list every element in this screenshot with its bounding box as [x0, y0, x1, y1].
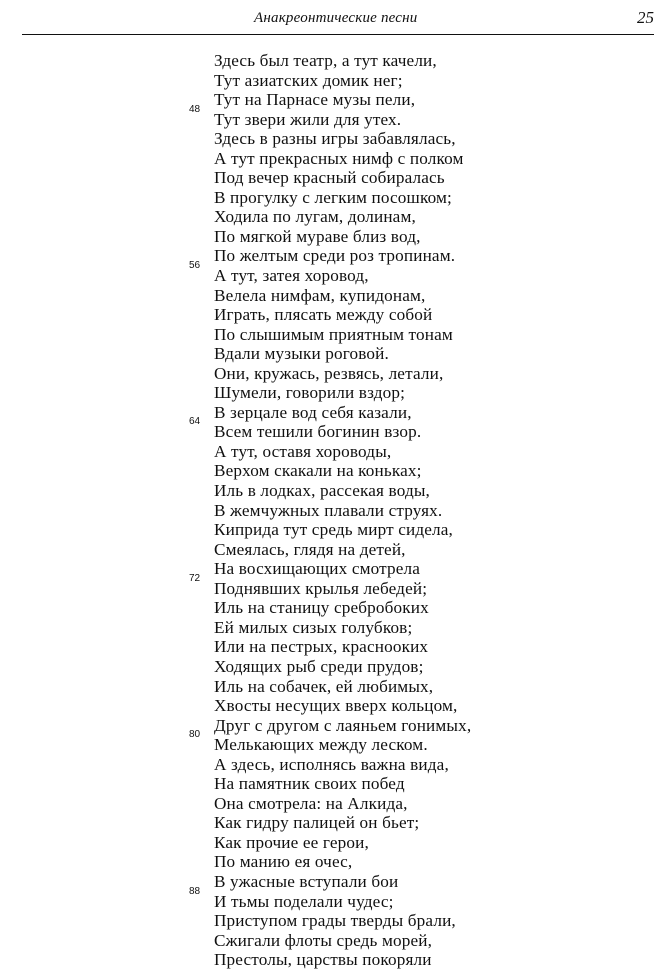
- verse-line: [0, 260, 668, 286]
- verse-line: [0, 872, 668, 892]
- line-number: 48: [189, 103, 201, 115]
- verse-line: [0, 540, 668, 560]
- running-title: Анакреонтические песни: [254, 10, 418, 26]
- verse-text: Тут звери жили для утех.: [214, 109, 402, 129]
- verse-line: [0, 813, 668, 833]
- verse-line: [0, 729, 668, 755]
- verse-text: Шумели, говорили вздор;: [214, 383, 406, 403]
- line-number: 56: [189, 260, 201, 272]
- verse-line: [0, 677, 668, 697]
- verse-text: Приступом грады тверды брали,: [214, 911, 456, 931]
- verse-line: [0, 416, 668, 442]
- verse-text: В жемчужных плавали струях.: [214, 500, 443, 520]
- verse-line: [0, 149, 668, 169]
- verse-line: [0, 403, 668, 423]
- verse-text: В ужасные вступали бои: [214, 871, 399, 891]
- verse-text: Как прочие ее герои,: [214, 832, 369, 852]
- verse-line: [0, 598, 668, 618]
- verse-line: [0, 637, 668, 657]
- verse-text: На восхищающих смотрела: [214, 559, 421, 579]
- verse-line: [0, 833, 668, 853]
- verse-line: [0, 246, 668, 266]
- verse-line: [0, 931, 668, 951]
- verse-line: [0, 103, 668, 130]
- verse-line: [0, 520, 668, 540]
- verse-text: Сжигали флоты средь морей,: [214, 930, 433, 950]
- verse-text: А тут, затея хоровод,: [214, 266, 369, 286]
- verse-text: А тут прекрасных нимф с полком: [214, 148, 464, 168]
- header-rule: [22, 34, 654, 35]
- verse-text: Киприда тут средь мирт сидела,: [214, 520, 453, 540]
- verse-text: Иль на собачек, ей любимых,: [214, 676, 434, 696]
- verse-text: Хвосты несущих вверх кольцом,: [214, 696, 458, 716]
- page-number: 25: [637, 8, 654, 27]
- verse-line: [0, 774, 668, 794]
- verse-line: [0, 501, 668, 521]
- verse-line: [0, 716, 668, 736]
- verse-line: [0, 207, 668, 227]
- line-number: 72: [189, 572, 201, 584]
- verse-line: [0, 442, 668, 462]
- verse-text: Ходящих рыб среди прудов;: [214, 656, 424, 676]
- verse-text: Поднявших крылья лебедей;: [214, 578, 428, 598]
- verse-text: А тут, оставя хороводы,: [214, 441, 392, 461]
- verse-line: [0, 364, 668, 384]
- verse-line: [0, 794, 668, 814]
- verse-line: [0, 305, 668, 325]
- verse-text: Мелькающих между леском.: [214, 735, 428, 755]
- verse-text: Или на пестрых, краснооких: [214, 637, 429, 657]
- verse-text: Иль в лодках, рассекая воды,: [214, 481, 430, 501]
- verse-text: В прогулку с легким посошком;: [214, 187, 452, 207]
- verse-text: Всем тешили богинин взор.: [214, 422, 422, 442]
- verse-text: Под вечер красный собиралась: [214, 168, 445, 188]
- verse-line: [0, 618, 668, 638]
- verse-line: [0, 129, 668, 149]
- verse-line: [0, 90, 668, 110]
- verse-line: [0, 572, 668, 599]
- verse-text: В зерцале вод себя казали,: [214, 402, 412, 422]
- verse-text: Здесь в разны игры забавлялась,: [214, 129, 456, 149]
- poem-body: [0, 51, 668, 970]
- verse-line: [0, 71, 668, 91]
- verse-text: Иль на станицу сребробоких: [214, 598, 429, 618]
- verse-line: [0, 168, 668, 188]
- verse-line: [0, 696, 668, 716]
- verse-line: [0, 950, 668, 970]
- verse-text: Здесь был театр, а тут качели,: [214, 51, 437, 70]
- verse-line: [0, 911, 668, 931]
- verse-text: На памятник своих побед: [214, 774, 405, 794]
- verse-text: Смеялась, глядя на детей,: [214, 539, 406, 559]
- verse-line: [0, 657, 668, 677]
- verse-text: Как гидру палицей он бьет;: [214, 813, 420, 833]
- verse-text: По манию ея очес,: [214, 852, 353, 872]
- verse-text: Вдали музыки роговой.: [214, 344, 389, 364]
- verse-line: [0, 383, 668, 403]
- line-number: 88: [189, 885, 201, 897]
- verse-line: [0, 344, 668, 364]
- verse-line: [0, 286, 668, 306]
- verse-line: [0, 852, 668, 872]
- verse-text: Они, кружась, резвясь, летали,: [214, 363, 444, 383]
- verse-text: Она смотрела: на Алкида,: [214, 793, 408, 813]
- verse-line: [0, 481, 668, 501]
- verse-text: По слышимым приятным тонам: [214, 324, 453, 344]
- page-header: [22, 8, 654, 34]
- verse-text: Ей милых сизых голубков;: [214, 617, 413, 637]
- verse-text: И тьмы поделали чудес;: [214, 891, 394, 911]
- verse-line: [0, 461, 668, 481]
- verse-text: Тут на Парнасе музы пели,: [214, 90, 416, 110]
- verse-line: [0, 188, 668, 208]
- verse-text: Велела нимфам, купидонам,: [214, 285, 426, 305]
- verse-text: Верхом скакали на коньках;: [214, 461, 422, 481]
- verse-text: Ходила по лугам, долинам,: [214, 207, 416, 227]
- verse-text: Престолы, царствы покоряли: [214, 950, 432, 970]
- verse-text: А здесь, исполнясь важна вида,: [214, 754, 449, 774]
- line-number: 80: [189, 729, 201, 741]
- verse-text: По желтым среди роз тропинам.: [214, 246, 456, 266]
- verse-line: [0, 885, 668, 912]
- verse-text: Играть, плясать между собой: [214, 305, 433, 325]
- verse-text: По мягкой мураве близ вод,: [214, 226, 421, 246]
- verse-text: Друг с другом с лаяньем гонимых,: [214, 715, 472, 735]
- verse-text: Тут азиатских домик нег;: [214, 70, 403, 90]
- verse-line: [0, 227, 668, 247]
- verse-line: [0, 51, 668, 71]
- verse-line: [0, 559, 668, 579]
- verse-line: [0, 325, 668, 345]
- line-number: 64: [189, 416, 201, 428]
- verse-line: [0, 755, 668, 775]
